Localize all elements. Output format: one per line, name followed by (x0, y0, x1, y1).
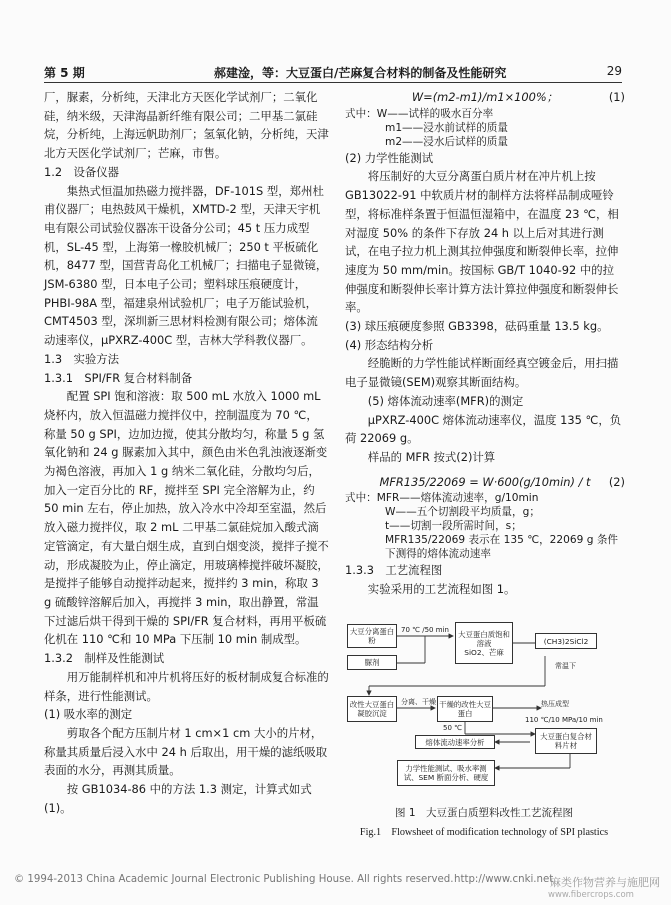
paragraph: 厂，脲素，分析纯，天津北方天医化学试剂厂；二氧化硅，纳米级，天津海晶新纤维有限公司；二甲基二氯硅烷，分析纯，上海远帆助剂厂；氢氧化钠，分析纯，天津北方天医化学试剂厂；芒麻，市售。 (44, 90, 329, 161)
article-title-header: 郝建淦，等：大豆蛋白/芒麻复合材料的制备及性能研究 (214, 66, 507, 80)
label-50c: 50 ℃ (443, 724, 462, 732)
running-header (44, 64, 622, 84)
box-soy-protein-powder: 大豆分离蛋白粉 (347, 624, 397, 648)
definition-line: m2——浸水后试样的质量 (385, 135, 508, 148)
copyright-notice: © 1994-2013 China Academic Journal Electronic Publishing House. All rights reserved. (14, 874, 454, 885)
formula-1 (345, 88, 625, 107)
box-dried-protein: 干燥的改性大豆蛋白 (437, 696, 493, 722)
formula-1-number: (1) (608, 90, 625, 104)
section-heading: 1.3.3 工艺流程图 (345, 563, 443, 578)
paragraph: 剪取各个配方压制片材 1 cm×1 cm 大小的片材，称量其质量后浸入水中 24 h 后取出，用干燥的滤纸吸取表面的水分，再测其质量。 (44, 725, 328, 778)
section-heading: (1) 吸水率的测定 (44, 707, 133, 722)
section-heading: 1.2 设备仪器 (44, 164, 120, 179)
site-watermark-url: www.fibercrops.com (548, 890, 634, 900)
cnki-link[interactable]: http://www.cnki.net (454, 874, 554, 885)
label-temp-time: 70 ℃ /50 min (401, 626, 449, 634)
label-hot-press: 热压成型 (541, 700, 569, 708)
site-watermark-name: 麻类作物营养与施肥网 (550, 876, 660, 889)
formula-2-text: MFR135/22069 = W·600(g/10min) / t (379, 474, 591, 489)
section-heading: 1.3 实验方法 (44, 351, 120, 366)
definition-line: W——五个切割段平均质量，g； (385, 506, 540, 519)
paragraph: 按 GB1034-86 中的方法 1.3 测定，计算式如式(1)。 (44, 782, 312, 815)
box-dimethyldichlorosilane: (CH3)2SiCl2 (535, 633, 597, 649)
formula-2 (345, 473, 625, 492)
definition-line: t——切割一段所需时间，s； (385, 520, 522, 533)
paragraph: (3) 球压痕硬度参照 GB3398，砝码重量 13.5 kg。 (345, 319, 609, 334)
process-flowchart (345, 618, 623, 801)
box-additives-label: SiO2、芒麻 (464, 647, 504, 657)
label-press-conditions: 110 ℃/10 MPa/10 min (525, 716, 603, 724)
section-heading: 1.3.1 SPI/FR 复合材料制备 (44, 370, 193, 385)
paragraph: 实验采用的工艺流程如图 1。 (367, 582, 516, 597)
label-room-temp: 常温下 (555, 662, 576, 670)
definition-line: 式中：W——试样的吸水百分率 (345, 107, 494, 120)
right-body (345, 149, 625, 467)
paragraph: 样品的 MFR 按式(2)计算 (367, 449, 496, 464)
definition-line: m1——浸水前试样的质量 (385, 121, 508, 134)
left-column (44, 88, 329, 817)
figure-caption-en: Fig.1 Flowsheet of modification technology of SPI plastics (359, 827, 609, 838)
header-rule (44, 82, 622, 83)
figure-caption-zh: 图 1 大豆蛋白质塑料改性工艺流程图 (394, 807, 574, 819)
box-mfr-analysis: 熔体流动速率分析 (415, 735, 495, 749)
paragraph: 用万能制样机和冲片机将压好的板材制成复合标准的样条，进行性能测试。 (44, 669, 329, 703)
formula-2-definitions (345, 491, 625, 561)
box-saturated-solution-label: 大豆蛋白质饱和溶液 (458, 629, 510, 648)
paragraph: 配置 SPI 饱和溶液：取 500 mL 水放入 1000 mL 烧杯内，放入恒温磁力搅拌仪中，控制温度为 70 ℃，称量 50 g SPI，边加边搅，使其分散均匀，称量 5 g 氢氧化钠和 24 g 脲素加入其中，颜色由米色乳浊液逐渐变为褐色溶液，再加入 1 g 纳米二氧化硅，分散均匀后，加入一定百分比的 RF，搅拌至 SPI 完全溶解为止，约 50 min 左右，停止加热，放入冷水中冷却至室温，然后放入磁力搅拌仪，取 2 mL 二甲基二氯硅烷加入酸式滴定管滴定，有大量白烟生成，直到白烟变淡，搅拌子搅不动，形成凝胶为止，停止滴定，用玻璃棒搅拌破坏凝胶，是搅拌子能够自动搅拌动起来，搅拌约 3 min，称取 3 g 硫酸锌溶解后加入，再搅拌 3 min，取出静置，常温下过滤后烘干得到干燥的 SPI/FR 复合材料，再用平板硫化机在 110 ℃和 10 MPa 下压制 10 min 制成型。 (44, 389, 329, 647)
section-heading: 1.3.2 制样及性能测试 (44, 651, 165, 666)
definition-line: MFR135/22069 表示在 135 ℃，22069 g 条件下测得的熔体流动速率 (385, 534, 619, 561)
right-body-after (345, 561, 625, 598)
definition-line: 式中：MFR——熔体流动速率，g/10min (345, 492, 539, 505)
formula-1-definitions (345, 107, 625, 149)
section-heading: (2) 力学性能测试 (345, 150, 434, 165)
label-separate-dry: 分离、干燥 (401, 698, 436, 706)
issue-number: 第 5 期 (44, 66, 85, 80)
section-heading: (4) 形态结构分析 (345, 337, 434, 352)
box-modified-gel: 改性大豆蛋白凝胶沉淀 (347, 696, 397, 722)
paragraph: 经脆断的力学性能试样断面经真空镀金后，用扫描电子显微镜(SEM)观察其断面结构。 (345, 356, 619, 390)
box-reagent: 脲剂 (347, 655, 397, 670)
right-column (345, 88, 625, 599)
paragraph: μPXRZ-400C 熔体流动速率仪，温度 135 ℃，负荷 22069 g。 (345, 412, 622, 446)
box-composite-sheet: 大豆蛋白复合材料片材 (535, 728, 597, 754)
formula-2-number: (2) (608, 474, 625, 489)
paragraph: (5) 熔体流动速率(MFR)的测定 (367, 393, 524, 408)
box-performance-tests: 力学性能测试、吸水率测试、SEM 断面分析、硬度 (397, 760, 495, 786)
paragraph: 将压制好的大豆分离蛋白质片材在冲片机上按 GB13022-91 中软质片材的制样方法将样品制成哑铃型，将标准样条置于恒温恒湿箱中，在温度 23 ℃，相对湿度 50% 的条件下存放 24 h 以上后对其进行测试，在电子拉力机上测其拉伸强度和断裂伸长率，拉伸速度为 50 mm/min。按国标 GB/T 1040-92 中的拉伸强度和断裂伸长率计算方法计算拉伸强度和断裂伸长率。 (345, 169, 619, 315)
paragraph: 集热式恒温加热磁力搅拌器，DF-101S 型，郑州杜甫仪器厂；电热鼓风干燥机，XMTD-2 型，天津天宇机电有限公司试验仪器冻干设备分公司；45 t 压力成型机，SL-45 型，上海第一橡胶机械厂；250 t 平板硫化机，8477 型，国营青岛化工机械厂；扫描电子显微镜，JSM-6380 型，日本电子公司；塑料球压痕硬度计，PHBI-98A 型，福建泉州试验机厂；电子万能试验机，CMT4503 型，深圳新三思材料检测有限公司；熔体流动速率仪，μPXRZ-400C 型，吉林大学科教仪器厂。 (44, 183, 328, 348)
formula-1-text: W=(m2-m1)/m1×100%； (411, 90, 559, 104)
box-saturated-solution (455, 622, 513, 664)
page-number: 29 (606, 64, 622, 78)
